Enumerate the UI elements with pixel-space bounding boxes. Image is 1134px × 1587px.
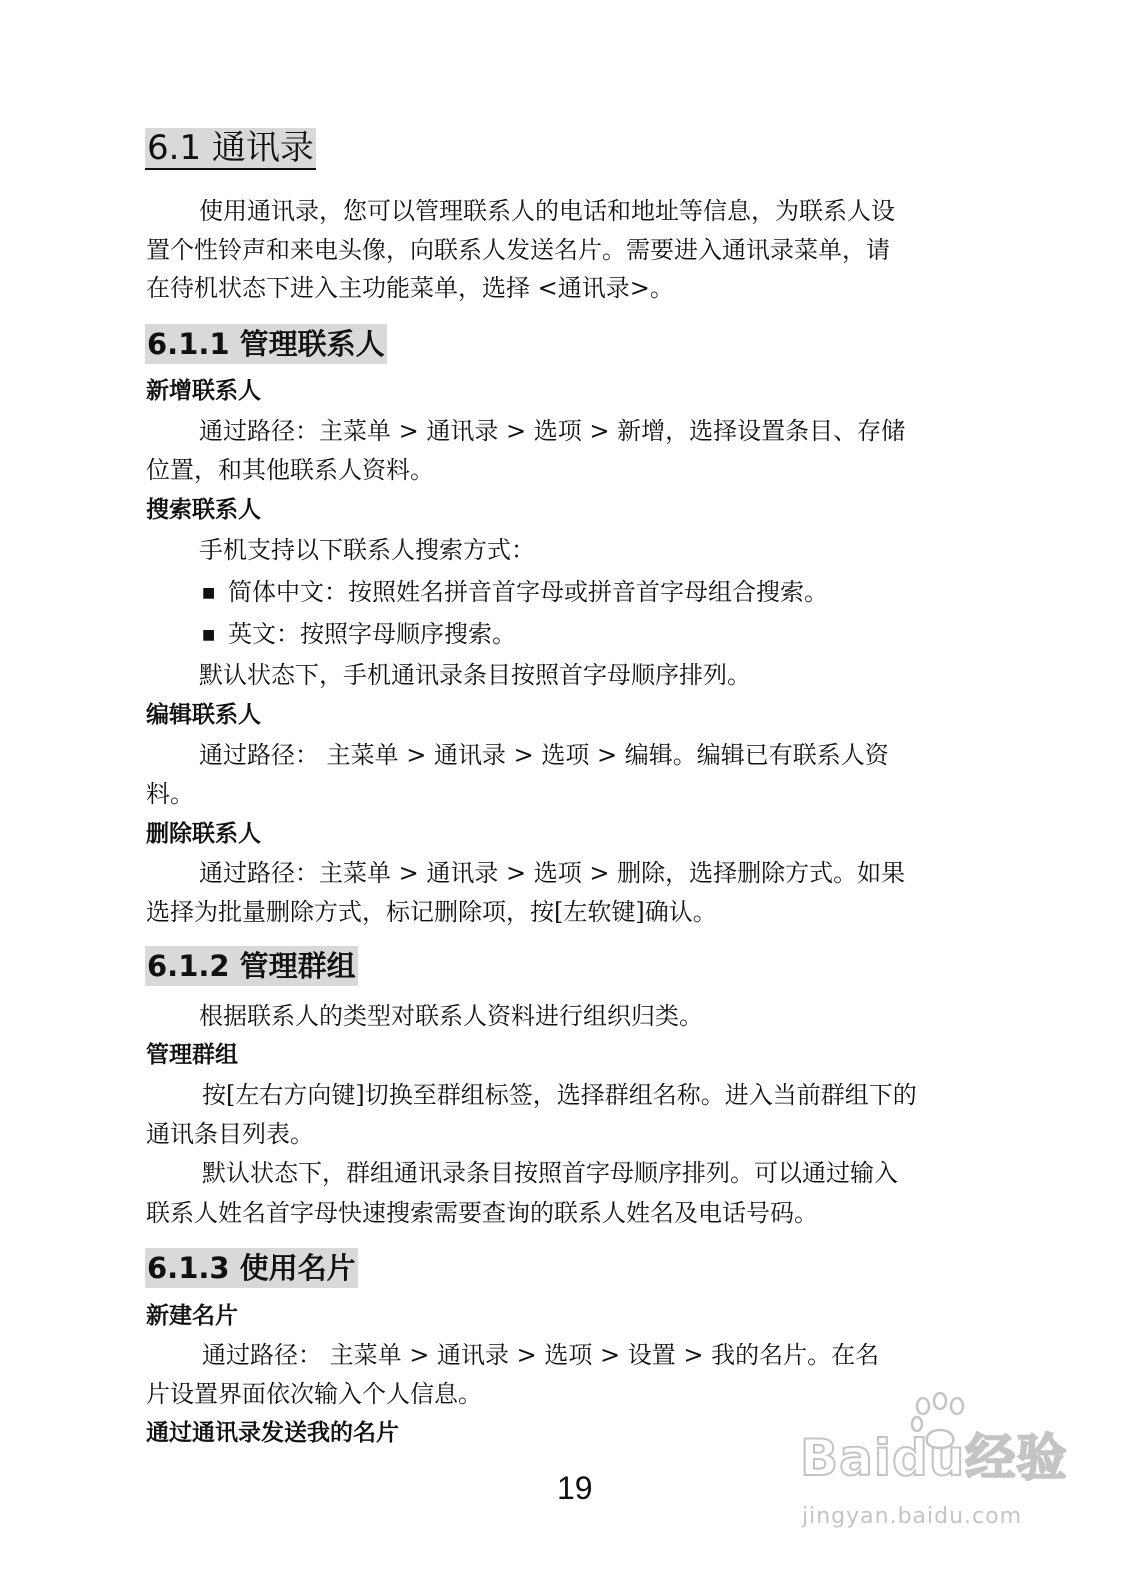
intro-line-3: 在待机状态下进入主功能菜单，选择 <通讯录>。 [146, 274, 674, 302]
search-bullet-1: 简体中文：按照姓名拼音首字母或拼音首字母组合搜索。 [228, 578, 828, 606]
search-default: 默认状态下，手机通讯录条目按照首字母顺序排列。 [199, 661, 751, 689]
search-bullet-2: 英文：按照字母顺序搜索。 [228, 620, 516, 648]
section-title: 6.1 通讯录 [147, 128, 314, 168]
add-contact-line-1: 通过路径：主菜单 > 通讯录 > 选项 > 新增，选择设置条目、存储 [199, 417, 906, 445]
intro-line-2: 置个性铃声和来电头像，向联系人发送名片。需要进入通讯录菜单，请 [146, 236, 890, 264]
new-card-line-2: 片设置界面依次输入个人信息。 [146, 1380, 482, 1408]
group-line-2: 通讯条目列表。 [146, 1120, 314, 1148]
edit-contact-heading: 编辑联系人 [146, 702, 261, 728]
intro-line-1: 使用通讯录，您可以管理联系人的电话和地址等信息，为联系人设 [199, 197, 895, 225]
edit-contact-line-1: 通过路径： 主菜单 > 通讯录 > 选项 > 编辑。编辑已有联系人资 [199, 741, 889, 769]
subsection-title-6-1-1: 6.1.1 管理联系人 [145, 324, 387, 364]
add-contact-line-2: 位置，和其他联系人资料。 [146, 456, 434, 484]
manage-group-heading: 管理群组 [146, 1042, 238, 1068]
group-line-1: 按[左右方向键]切换至群组标签，选择群组名称。进入当前群组下的 [202, 1081, 917, 1109]
bullet-marker: ■ [202, 627, 216, 643]
subsection-title-6-1-3: 6.1.3 使用名片 [145, 1248, 358, 1288]
watermark-logo-text: Baidu经验 [800, 1429, 1068, 1487]
group-default-line-1: 默认状态下，群组通讯录条目按照首字母顺序排列。可以通过输入 [202, 1159, 898, 1187]
group-intro: 根据联系人的类型对联系人资料进行组织归类。 [199, 1002, 703, 1030]
new-card-line-1: 通过路径： 主菜单 > 通讯录 > 选项 > 设置 > 我的名片。在名 [202, 1341, 880, 1369]
search-intro: 手机支持以下联系人搜索方式： [199, 536, 535, 564]
subsection-title-6-1-2: 6.1.2 管理群组 [145, 946, 358, 986]
baidu-watermark [800, 1392, 1100, 1552]
delete-contact-heading: 删除联系人 [146, 821, 261, 847]
search-contact-heading: 搜索联系人 [146, 497, 261, 523]
edit-contact-line-2: 料。 [146, 780, 194, 808]
delete-contact-line-2: 选择为批量删除方式，标记删除项，按[左软键]确认。 [146, 898, 717, 926]
group-default-line-2: 联系人姓名首字母快速搜索需要查询的联系人姓名及电话号码。 [146, 1199, 818, 1227]
add-contact-heading: 新增联系人 [146, 378, 261, 404]
send-card-heading: 通过通讯录发送我的名片 [146, 1420, 399, 1446]
new-card-heading: 新建名片 [146, 1303, 238, 1329]
bullet-marker: ■ [202, 585, 216, 601]
delete-contact-line-1: 通过路径：主菜单 > 通讯录 > 选项 > 删除，选择删除方式。如果 [199, 859, 906, 887]
page-number: 19 [557, 1470, 593, 1506]
watermark-url: jingyan.baidu.com [802, 1504, 1023, 1529]
